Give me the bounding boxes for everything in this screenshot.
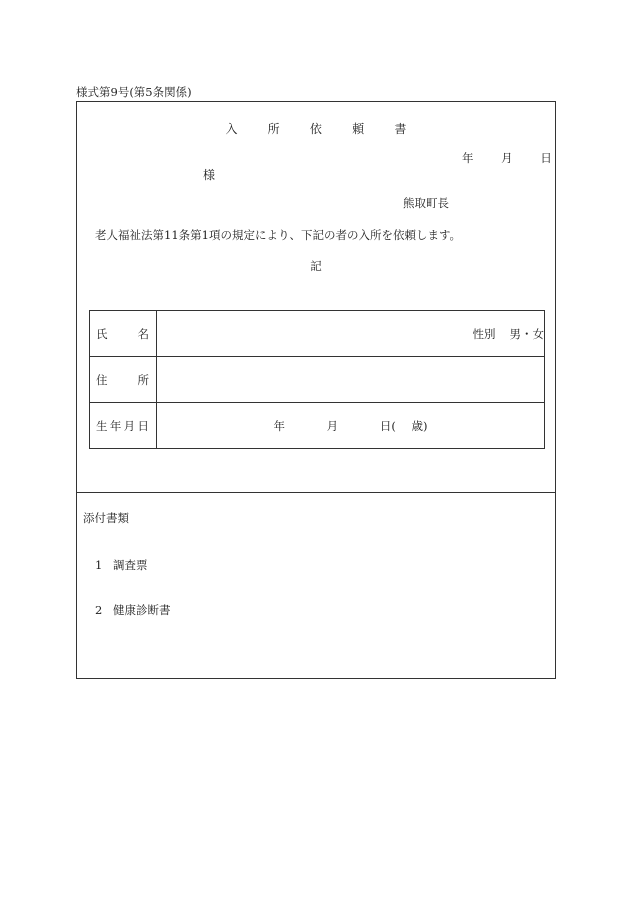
birth-age-label: 歳) (411, 418, 428, 433)
address-label-char: 所 (137, 372, 149, 387)
birthdate-value-cell[interactable] (157, 403, 545, 449)
addressee-suffix: 様 (203, 168, 216, 182)
title-char: 頼 (352, 122, 365, 136)
address-label-cell (90, 357, 157, 403)
issuer-name: 熊取町長 (403, 196, 449, 210)
sex-label: 性別 (472, 326, 496, 341)
title-char: 依 (309, 122, 323, 136)
address-row (90, 357, 545, 403)
birth-label-char: 月 (123, 418, 136, 433)
date-month: 月 (501, 151, 513, 165)
attachments-heading: 添付書類 (83, 511, 129, 525)
title-char: 入 (225, 122, 238, 136)
date-line (462, 150, 552, 166)
attachment-number: 1 (95, 558, 103, 572)
birthdate-label-cell (90, 403, 157, 449)
date-year: 年 (462, 151, 474, 165)
name-value-cell[interactable] (157, 311, 545, 357)
birth-year-label: 年 (273, 418, 286, 433)
applicant-detail-table (89, 310, 545, 449)
ki-label: 記 (310, 259, 322, 273)
name-label-char: 氏 (96, 326, 108, 341)
document-title (77, 120, 555, 137)
name-label-char: 名 (137, 326, 149, 341)
birthdate-row (90, 403, 545, 449)
attachment-number: 2 (95, 603, 103, 617)
name-label-cell (90, 311, 157, 357)
section-divider (77, 492, 555, 493)
attachment-label: 調査票 (113, 558, 148, 572)
attachment-item (95, 557, 148, 573)
birth-day-label: 日( (379, 418, 396, 433)
address-label-char: 住 (96, 372, 108, 387)
sex-options[interactable]: 男・女 (509, 326, 544, 341)
birth-label-char: 日 (137, 418, 149, 433)
name-row (90, 311, 545, 357)
request-form-frame (76, 101, 556, 679)
form-number: 様式第9号(第5条関係) (76, 85, 192, 99)
date-day: 日 (540, 151, 552, 165)
title-char: 書 (394, 122, 407, 136)
title-char: 所 (267, 122, 280, 136)
address-value-cell[interactable] (157, 357, 545, 403)
request-statement: 老人福祉法第11条第1項の規定により、下記の者の入所を依頼します。 (95, 228, 462, 242)
attachment-item (95, 602, 171, 618)
birth-label-char: 年 (109, 418, 122, 433)
birth-label-char: 生 (96, 418, 108, 433)
attachment-label: 健康診断書 (113, 603, 171, 617)
birth-month-label: 月 (326, 418, 339, 433)
